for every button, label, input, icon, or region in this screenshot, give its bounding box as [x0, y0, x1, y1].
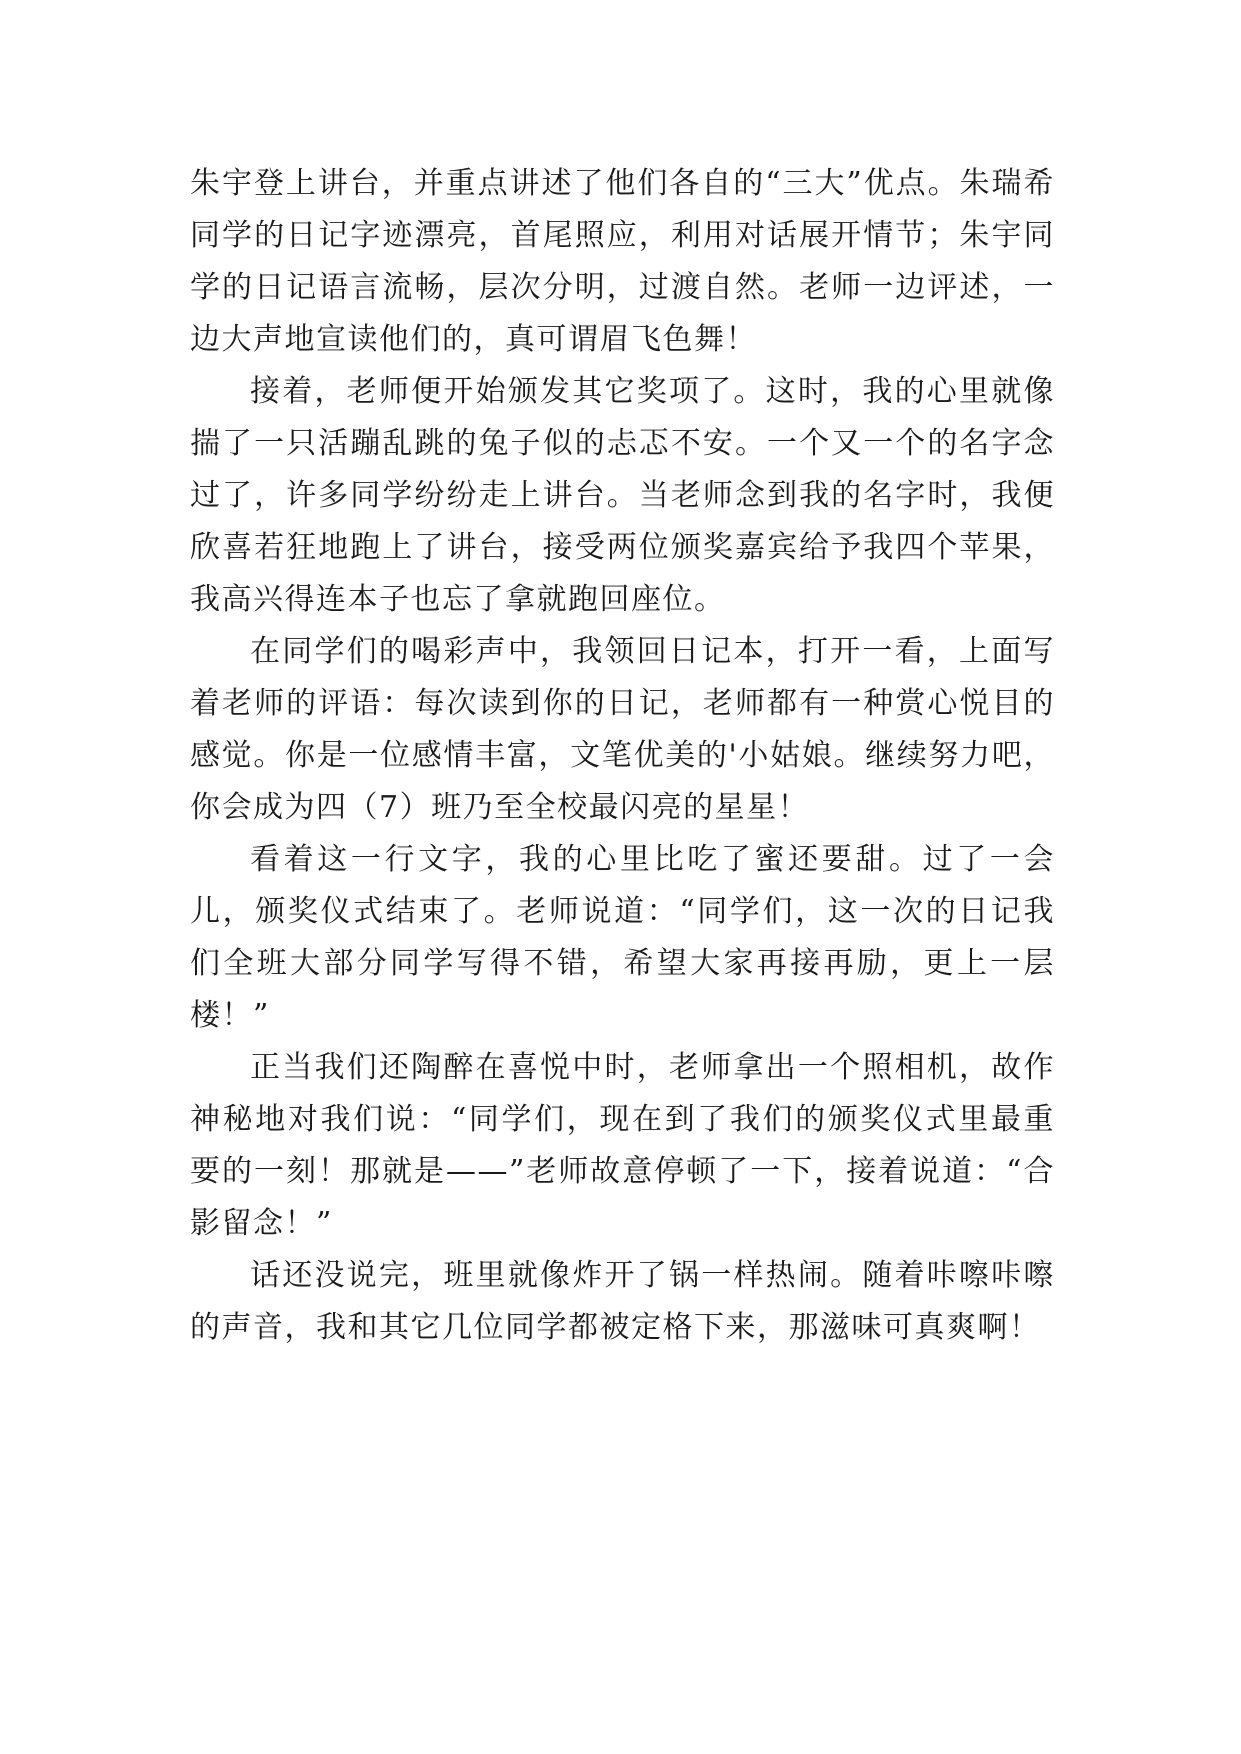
paragraph: 正当我们还陶醉在喜悦中时，老师拿出一个照相机，故作神秘地对我们说：“同学们，现在到了我们的颁奖仪式里最重要的一刻！那就是——”老师故意停顿了一下，接着说道：“合影留念！” — [190, 1050, 1055, 1241]
paragraph: 接着，老师便开始颁发其它奖项了。这时，我的心里就像揣了一只活蹦乱跳的兔子似的忐忑不安。一个又一个的名字念过了，许多同学纷纷走上讲台。当老师念到我的名字时，我便欣喜若狂地跑上了讲台，接受两位颁奖嘉宾给予我四个苹果，我高兴得连本子也忘了拿就跑回座位。 — [190, 374, 1055, 617]
document-body — [190, 158, 1055, 1354]
paragraph-continuation: 朱宇登上讲台，并重点讲述了他们各自的“三大”优点。朱瑞希同学的日记字迹漂亮，首尾照应，利用对话展开情节；朱宇同学的日记语言流畅，层次分明，过渡自然。老师一边评述，一边大声地宣读他们的，真可谓眉飞色舞！ — [190, 166, 1055, 357]
paragraph: 在同学们的喝彩声中，我领回日记本，打开一看，上面写着老师的评语：每次读到你的日记，老师都有一种赏心悦目的感觉。你是一位感情丰富，文笔优美的'小姑娘。继续努力吧，你会成为四（7）班乃至全校最闪亮的星星！ — [190, 634, 1055, 825]
paragraph: 话还没说完，班里就像炸开了锅一样热闹。随着咔嚓咔嚓的声音，我和其它几位同学都被定格下来，那滋味可真爽啊！ — [190, 1258, 1055, 1345]
paragraph: 看着这一行文字，我的心里比吃了蜜还要甜。过了一会儿，颁奖仪式结束了。老师说道：“同学们，这一次的日记我们全班大部分同学写得不错，希望大家再接再励，更上一层楼！” — [190, 842, 1055, 1033]
